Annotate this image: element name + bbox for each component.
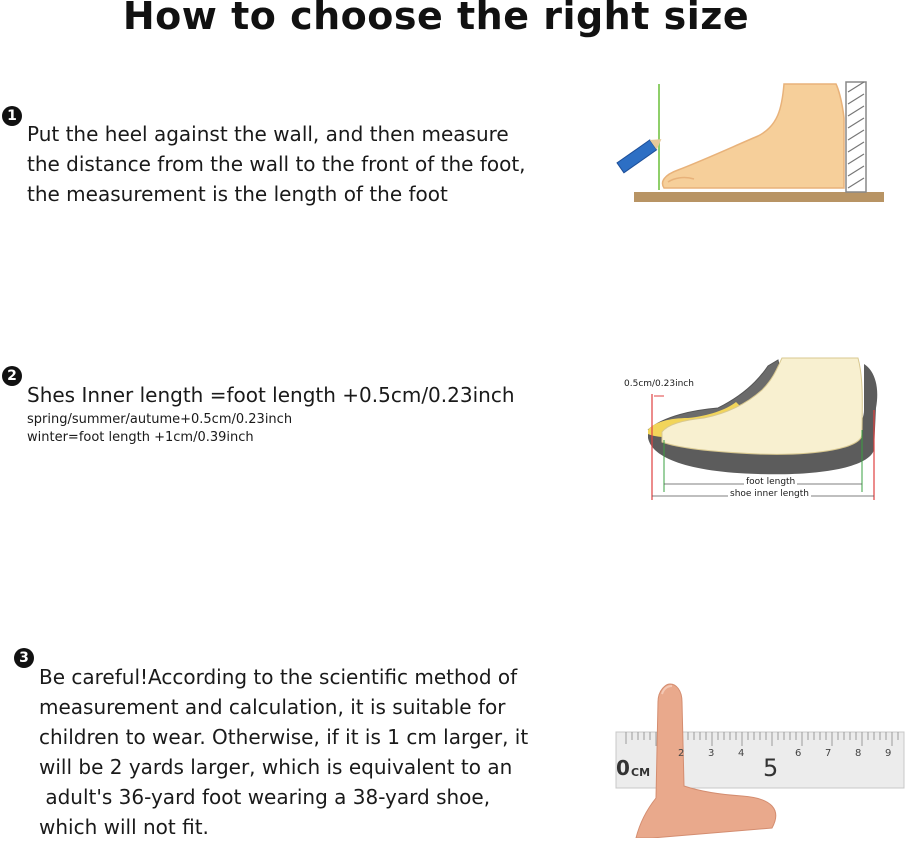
foot-shape bbox=[663, 84, 844, 188]
ruler-unit-label: CM bbox=[631, 766, 651, 779]
step-2-number-badge: 2 bbox=[2, 366, 22, 386]
step-3-line-1: Be careful!According to the scientific method of bbox=[39, 665, 518, 689]
step-3-line-3: children to wear. Otherwise, if it is 1 cm larger, it bbox=[39, 725, 529, 749]
ruler-tick-6: 6 bbox=[795, 748, 802, 759]
shoe-inner-length-label: shoe inner length bbox=[730, 489, 809, 499]
foot-length-label: foot length bbox=[746, 477, 796, 487]
step-1-line-2: the distance from the wall to the front of the foot, bbox=[27, 152, 526, 176]
ruler-big-label: 5 bbox=[763, 754, 779, 782]
floor-board bbox=[634, 192, 884, 202]
foot-inside-shoe bbox=[662, 358, 862, 454]
ruler-tick-7: 7 bbox=[825, 748, 832, 759]
step-3-line-4: will be 2 yards larger, which is equivalent to an bbox=[39, 755, 513, 779]
ruler-tick-2: 2 bbox=[678, 748, 685, 759]
diagram-top-label: 0.5cm/0.23inch bbox=[624, 379, 694, 389]
step-2-sub-line-2: winter=foot length +1cm/0.39inch bbox=[27, 430, 254, 445]
ruler-tick-3: 3 bbox=[708, 748, 715, 759]
page-title: How to choose the right size bbox=[122, 0, 750, 38]
step-2-sub-line-1: spring/summer/autume+0.5cm/0.23inch bbox=[27, 412, 293, 427]
step-2-heading: Shes Inner length =foot length +0.5cm/0.23inch bbox=[27, 383, 515, 407]
step-3-number-badge: 3 bbox=[14, 648, 34, 668]
pencil-icon bbox=[617, 134, 665, 173]
step-1-number-badge: 1 bbox=[2, 106, 22, 126]
ruler-tick-8: 8 bbox=[855, 748, 862, 759]
step-3-line-2: measurement and calculation, it is suitable for bbox=[39, 695, 506, 719]
step-3-line-6: which will not fit. bbox=[39, 815, 209, 839]
ruler-zero-label: 0 bbox=[616, 756, 630, 780]
step-1-line-3: the measurement is the length of the foot bbox=[27, 182, 448, 206]
ruler-tick-9: 9 bbox=[885, 748, 892, 759]
ruler-tick-4: 4 bbox=[738, 748, 745, 759]
step-3-line-5: adult's 36-yard foot wearing a 38-yard shoe, bbox=[39, 785, 491, 809]
shoe-inner-length-diagram bbox=[618, 350, 890, 510]
step-1-line-1: Put the heel against the wall, and then measure bbox=[27, 122, 509, 146]
finger-ruler-photo bbox=[612, 682, 906, 838]
foot-against-wall-illustration bbox=[608, 78, 888, 208]
